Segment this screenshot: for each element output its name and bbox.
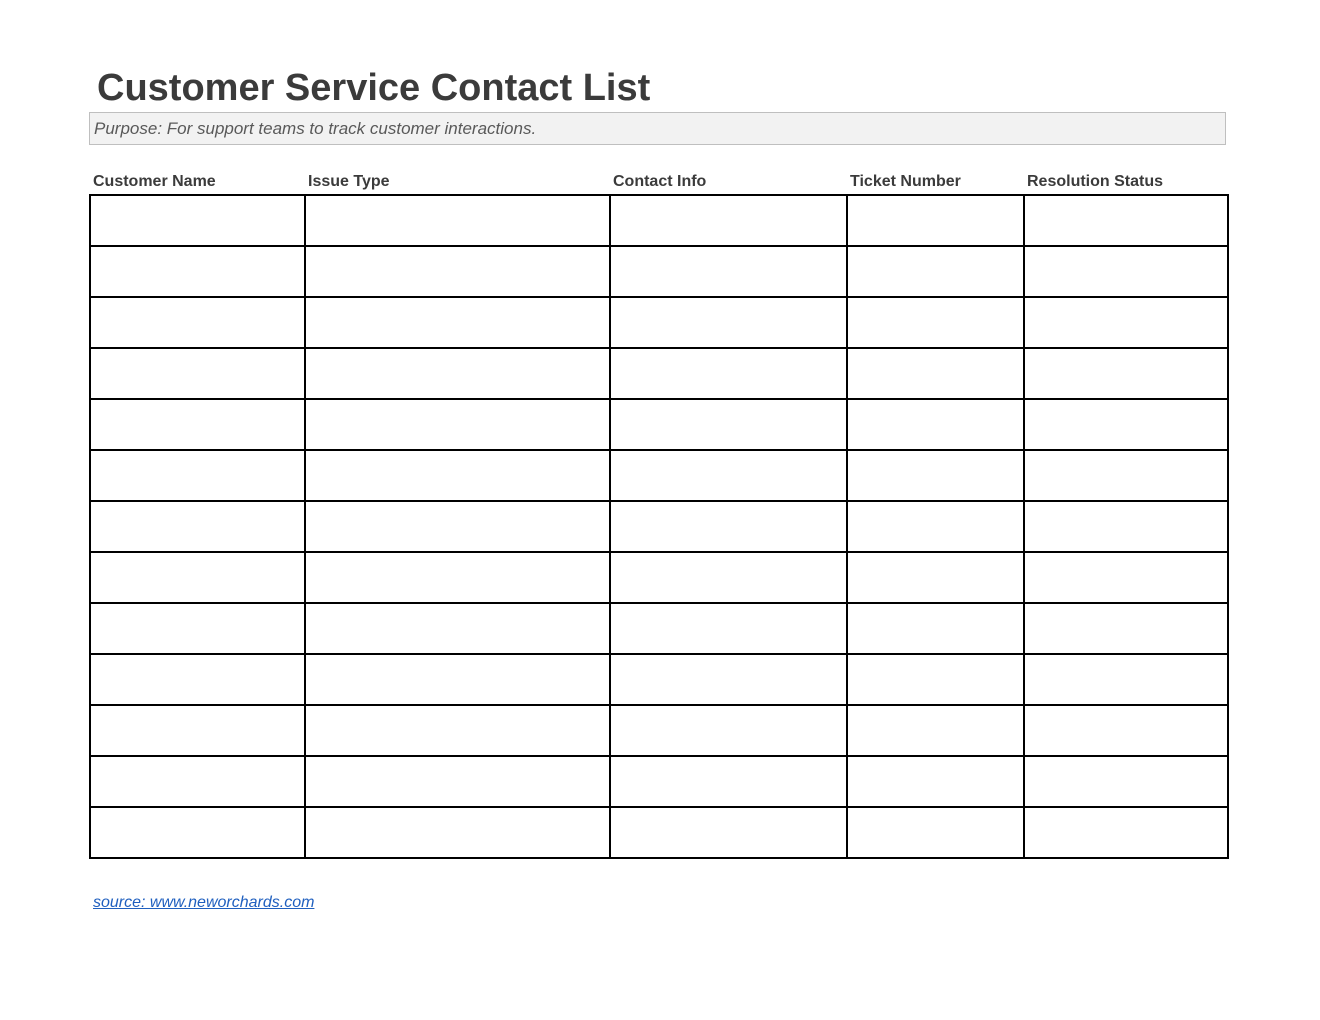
cell-contact-info[interactable] — [610, 348, 847, 399]
cell-issue-type[interactable] — [305, 348, 610, 399]
cell-contact-info[interactable] — [610, 756, 847, 807]
cell-contact-info[interactable] — [610, 807, 847, 858]
contact-list-table — [89, 194, 1229, 859]
cell-contact-info[interactable] — [610, 603, 847, 654]
table-row — [90, 297, 1228, 348]
cell-ticket-number[interactable] — [847, 297, 1024, 348]
cell-issue-type[interactable] — [305, 705, 610, 756]
cell-customer-name[interactable] — [90, 756, 305, 807]
cell-issue-type[interactable] — [305, 603, 610, 654]
cell-resolution-status[interactable] — [1024, 501, 1228, 552]
table-row — [90, 552, 1228, 603]
cell-customer-name[interactable] — [90, 654, 305, 705]
table-row — [90, 807, 1228, 858]
cell-ticket-number[interactable] — [847, 603, 1024, 654]
cell-contact-info[interactable] — [610, 501, 847, 552]
cell-contact-info[interactable] — [610, 450, 847, 501]
cell-contact-info[interactable] — [610, 552, 847, 603]
cell-resolution-status[interactable] — [1024, 654, 1228, 705]
cell-ticket-number[interactable] — [847, 501, 1024, 552]
table-row — [90, 705, 1228, 756]
cell-issue-type[interactable] — [305, 297, 610, 348]
cell-customer-name[interactable] — [90, 297, 305, 348]
cell-ticket-number[interactable] — [847, 552, 1024, 603]
cell-issue-type[interactable] — [305, 450, 610, 501]
cell-ticket-number[interactable] — [847, 450, 1024, 501]
table-row — [90, 654, 1228, 705]
cell-customer-name[interactable] — [90, 603, 305, 654]
cell-issue-type[interactable] — [305, 399, 610, 450]
source-link[interactable]: source: www.neworchards.com — [93, 894, 315, 911]
cell-issue-type[interactable] — [305, 501, 610, 552]
cell-issue-type[interactable] — [305, 756, 610, 807]
table-row — [90, 246, 1228, 297]
cell-resolution-status[interactable] — [1024, 756, 1228, 807]
cell-issue-type[interactable] — [305, 246, 610, 297]
cell-contact-info[interactable] — [610, 297, 847, 348]
column-header-resolution-status: Resolution Status — [1027, 173, 1164, 190]
column-headers — [89, 170, 1229, 194]
cell-resolution-status[interactable] — [1024, 195, 1228, 246]
cell-resolution-status[interactable] — [1024, 450, 1228, 501]
cell-issue-type[interactable] — [305, 654, 610, 705]
cell-ticket-number[interactable] — [847, 756, 1024, 807]
cell-issue-type[interactable] — [305, 552, 610, 603]
cell-customer-name[interactable] — [90, 705, 305, 756]
column-header-customer-name: Customer Name — [93, 173, 216, 190]
column-header-contact-info: Contact Info — [613, 173, 707, 190]
column-header-issue-type: Issue Type — [308, 173, 390, 190]
cell-customer-name[interactable] — [90, 399, 305, 450]
cell-ticket-number[interactable] — [847, 705, 1024, 756]
cell-ticket-number[interactable] — [847, 654, 1024, 705]
cell-contact-info[interactable] — [610, 246, 847, 297]
table-row — [90, 195, 1228, 246]
cell-resolution-status[interactable] — [1024, 552, 1228, 603]
cell-customer-name[interactable] — [90, 246, 305, 297]
cell-resolution-status[interactable] — [1024, 807, 1228, 858]
table-row — [90, 399, 1228, 450]
cell-issue-type[interactable] — [305, 807, 610, 858]
table-row — [90, 756, 1228, 807]
table-row — [90, 603, 1228, 654]
table-row — [90, 450, 1228, 501]
cell-ticket-number[interactable] — [847, 246, 1024, 297]
column-header-ticket-number: Ticket Number — [850, 173, 961, 190]
cell-contact-info[interactable] — [610, 195, 847, 246]
table-row — [90, 501, 1228, 552]
cell-customer-name[interactable] — [90, 450, 305, 501]
table-row — [90, 348, 1228, 399]
cell-ticket-number[interactable] — [847, 399, 1024, 450]
cell-contact-info[interactable] — [610, 705, 847, 756]
cell-resolution-status[interactable] — [1024, 705, 1228, 756]
cell-resolution-status[interactable] — [1024, 348, 1228, 399]
cell-customer-name[interactable] — [90, 552, 305, 603]
cell-customer-name[interactable] — [90, 348, 305, 399]
purpose-note: Purpose: For support teams to track customer interactions. — [89, 112, 1226, 145]
cell-resolution-status[interactable] — [1024, 246, 1228, 297]
cell-resolution-status[interactable] — [1024, 297, 1228, 348]
cell-issue-type[interactable] — [305, 195, 610, 246]
cell-customer-name[interactable] — [90, 195, 305, 246]
page-title: Customer Service Contact List — [97, 67, 651, 109]
cell-ticket-number[interactable] — [847, 348, 1024, 399]
cell-ticket-number[interactable] — [847, 195, 1024, 246]
cell-customer-name[interactable] — [90, 807, 305, 858]
cell-resolution-status[interactable] — [1024, 399, 1228, 450]
cell-ticket-number[interactable] — [847, 807, 1024, 858]
cell-contact-info[interactable] — [610, 399, 847, 450]
cell-customer-name[interactable] — [90, 501, 305, 552]
cell-resolution-status[interactable] — [1024, 603, 1228, 654]
cell-contact-info[interactable] — [610, 654, 847, 705]
